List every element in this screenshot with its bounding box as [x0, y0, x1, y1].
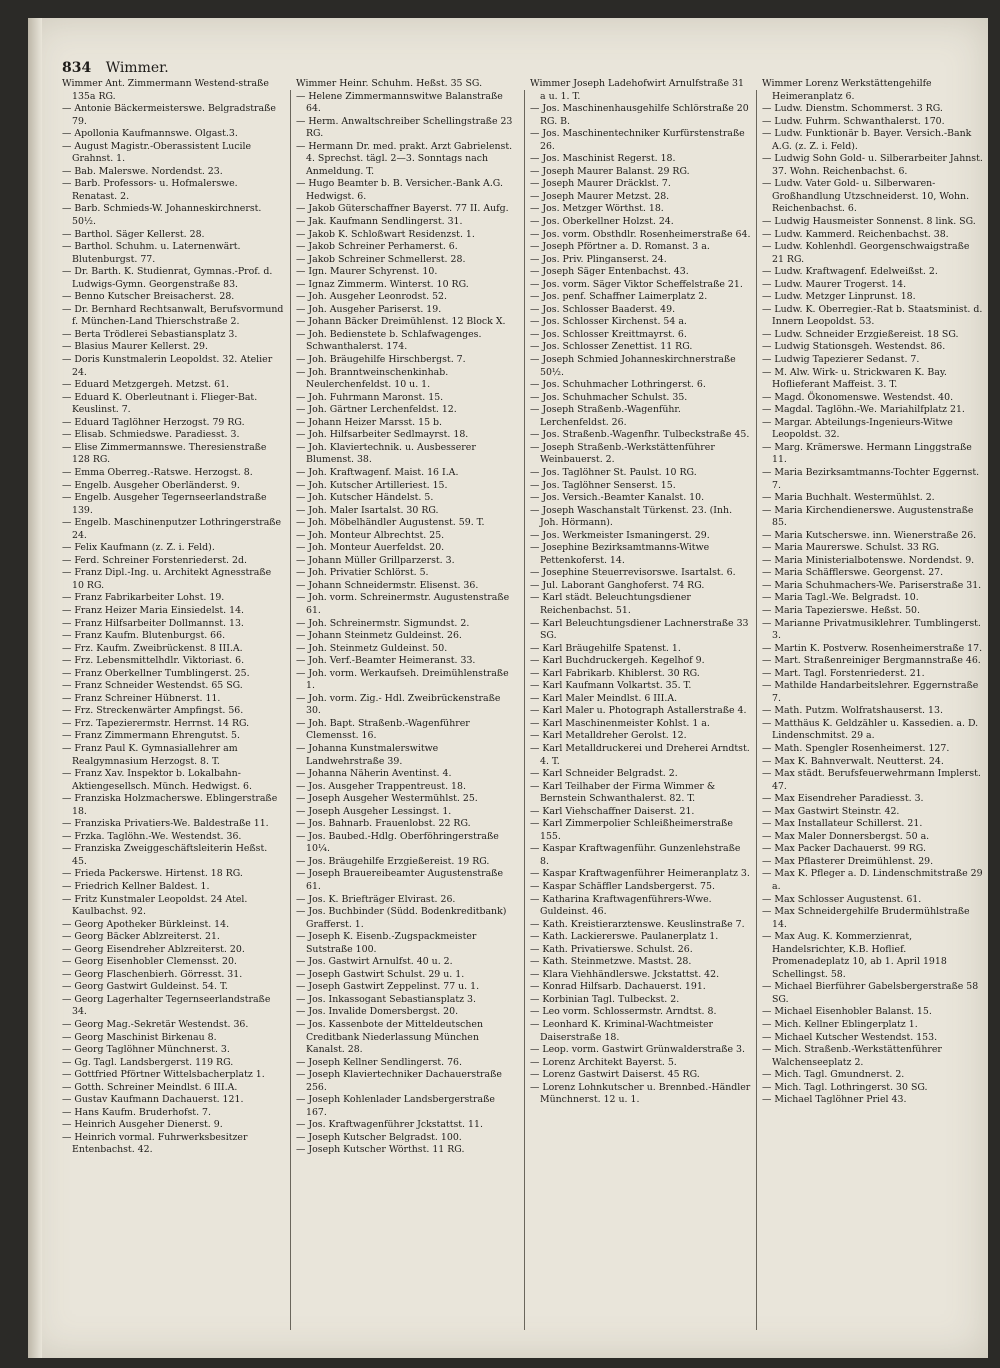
directory-entry: — Max städt. Berufsfeuerwehrmann Implerst. 47.	[762, 768, 981, 792]
directory-entry: — Ludw. Dienstm. Schommerst. 3 RG.	[762, 103, 943, 115]
directory-entry: — August Magistr.-Oberassistent Lucile Grahnst. 1.	[62, 140, 252, 165]
directory-entry: — Franziska Holzmacherswe. Eblingerstraße 18.	[62, 793, 278, 817]
directory-entry: — Kath. Lackiererswe. Paulanerplatz 1.	[530, 931, 719, 943]
directory-entry: — Eduard Taglöhner Herzogst. 79 RG.	[62, 416, 245, 428]
directory-entry: — Engelb. Maschinenputzer Lothringerstraße 24.	[62, 517, 282, 541]
directory-entry: — Ludw. Funktionär b. Bayer. Versich.-Bank A.G. (z. Z. i. Feld).	[762, 128, 972, 152]
directory-entry: — Kath. Steinmetzwe. Mastst. 28.	[530, 956, 692, 968]
directory-entry: — Karl städt. Beleuchtungsdiener Reichenbachst. 51.	[530, 592, 691, 616]
directory-entry: — Kath. Privatierswe. Schulst. 26.	[530, 943, 693, 955]
directory-entry: — Marg. Krämerswe. Hermann Linggstraße 11.	[762, 441, 972, 466]
directory-entry: — Mathilde Handarbeitslehrer. Eggernstraße 7.	[762, 680, 979, 704]
directory-entry: — Barthol. Säger Kellerst. 28.	[62, 228, 205, 240]
directory-entry: — Georg Taglöhner Münchnerst. 3.	[62, 1044, 230, 1056]
directory-entry: — Max Schlosser Augustenst. 61.	[762, 893, 922, 905]
directory-entry: — Karl Viehschaffner Daiserst. 21.	[530, 805, 695, 817]
directory-entry: — Karl Schneider Belgradst. 2.	[530, 768, 678, 780]
directory-entry: — Joseph Ausgeher Lessingst. 1.	[296, 805, 452, 817]
directory-entry: — Maria Buchhalt. Westermühlst. 2.	[762, 492, 935, 504]
directory-entry: — Joseph Brauereibeamter Augustenstraße 61.	[296, 868, 503, 892]
directory-entry: — Ludw. Metzger Linprunst. 18.	[762, 291, 916, 303]
directory-entry: — Leonhard K. Kriminal-Wachtmeister Daiserstraße 18.	[530, 1019, 714, 1043]
directory-entry: — Johann Müller Grillparzerst. 3.	[296, 554, 455, 566]
directory-entry: — Max Installateur Schillerst. 21.	[762, 818, 923, 830]
directory-entry: — Joh. Monteur Albrechtst. 25.	[296, 529, 445, 541]
page-header	[62, 60, 169, 76]
directory-entry: — Franz Schreiner Hübnerst. 11.	[62, 692, 221, 704]
directory-entry: — Maria Kirchendienerswe. Augustenstraße 85.	[762, 504, 974, 529]
directory-entry: — Mich. Kellner Eblingerplatz 1.	[762, 1019, 918, 1031]
directory-entry: — Karl Buchdruckergeh. Kegelhof 9.	[530, 655, 705, 667]
directory-entry: — Franz Schneider Westendst. 65 SG.	[62, 680, 243, 692]
directory-entry: — Ludw. Schneider Erzgießereist. 18 SG.	[762, 328, 959, 340]
directory-entry: — Ludwig Sohn Gold- u. Silberarbeiter Jahnst. 37. Wohn. Reichenbachst. 6.	[762, 153, 983, 177]
directory-entry: — Ludw. K. Oberregier.-Rat b. Staatsminist. d. Innern Leopoldst. 53.	[762, 303, 983, 328]
directory-entry: — Lorenz Gastwirt Daiserst. 45 RG.	[530, 1069, 700, 1081]
directory-entry: — Magd. Ökonomenswe. Westendst. 40.	[762, 391, 954, 403]
directory-entry: — Lorenz Architekt Bayerst. 5.	[530, 1056, 677, 1068]
directory-entry: — Matthäus K. Geldzähler u. Kassedien. a. D. Lindenschmitst. 29 a.	[762, 717, 979, 742]
directory-entry: — Joseph Gastwirt Zeppelinst. 77 u. 1.	[296, 981, 480, 993]
directory-entry: — Ludwig Hausmeister Sonnenst. 8 link. SG.	[762, 216, 976, 228]
directory-entry: — Joseph Kutscher Wörthst. 11 RG.	[296, 1144, 465, 1156]
directory-entry: — Eduard K. Oberleutnant i. Flieger-Bat. Keuslinst. 7.	[62, 391, 258, 416]
column-divider	[756, 90, 757, 1330]
directory-entry: — Joseph Säger Entenbachst. 43.	[530, 266, 689, 278]
directory-entry: — Joh. Steinmetz Guldeinst. 50.	[296, 642, 448, 654]
directory-entry: — Joh. Privatier Schlörst. 5.	[296, 567, 429, 579]
directory-entry: — Max K. Bahnverwalt. Neutterst. 24.	[762, 755, 944, 767]
directory-entry: — Gottfried Pförtner Wittelsbacherplatz 1.	[62, 1069, 265, 1081]
directory-entry: — Joh. Ausgeher Pariserst. 19.	[296, 303, 442, 315]
directory-entry: — Jos. Metzger Wörthst. 18.	[530, 203, 664, 215]
directory-entry: — Max Gastwirt Steinstr. 42.	[762, 805, 900, 817]
directory-entry: — Jos. Schlosser Baaderst. 49.	[530, 303, 676, 315]
directory-entry: — Georg Lagerhalter Tegernseerlandstraße 34.	[62, 993, 271, 1018]
directory-entry: — Karl Maschinenmeister Kohlst. 1 a.	[530, 717, 710, 729]
directory-entry: — Karl Fabrikarb. Khiblerst. 30 RG.	[530, 667, 700, 679]
directory-entry: — Josephine Steuerrevisorswe. Isartalst. 6.	[530, 567, 736, 579]
directory-entry: — Jos. Maschinentechniker Kurfürstenstraße 26.	[530, 128, 745, 152]
directory-entry: — Dr. Bernhard Rechtsanwalt, Berufsvormund f. München-Land Thierschstraße 2.	[62, 303, 284, 328]
directory-entry: — Ludw. Vater Gold- u. Silberwaren-Großhandlung Utzschneiderst. 10, Wohn. Reichenbachst. 6.	[762, 178, 970, 215]
directory-entry: — Joh. Branntweinschenkinhab. Neulerchenfeldst. 10 u. 1.	[296, 366, 449, 391]
directory-entry: — Joseph Maurer Dräcklst. 7.	[530, 178, 671, 190]
directory-entry: — Jos. Schlosser Zenettist. 11 RG.	[530, 341, 693, 353]
directory-entry: — Ludwig Stationsgeh. Westendst. 86.	[762, 341, 946, 353]
directory-entry: — Georg Gastwirt Guldeinst. 54. T.	[62, 981, 228, 993]
directory-entry: — Benno Kutscher Breisacherst. 28.	[62, 291, 235, 303]
directory-entry: — Joh. vorm. Zig.- Hdl. Zweibrückenstraße 30.	[296, 692, 501, 717]
directory-entry: — Ferd. Schreiner Forstenriederst. 2d.	[62, 554, 247, 566]
directory-entry: — Georg Eisenhobler Clemensst. 20.	[62, 956, 237, 968]
directory-entry: — Korbinian Tagl. Tulbeckst. 2.	[530, 993, 680, 1005]
directory-entry: — Karl Metalldruckerei und Dreherei Arndtst. 4. T.	[530, 742, 750, 767]
directory-entry: — Joseph Kohlenlader Landsbergerstraße 167.	[296, 1094, 495, 1118]
directory-entry: — Josephine Bezirksamtmanns-Witwe Pettenkoferst. 14.	[530, 542, 710, 566]
directory-entry: — Franziska Privatiers-We. Baldestraße 11.	[62, 818, 269, 830]
directory-entry: — Max K. Pfleger a. D. Lindenschmitstraße 29 a.	[762, 868, 983, 892]
directory-entry: — Joh. Schreinermstr. Sigmundst. 2.	[296, 617, 470, 629]
directory-entry: — Franz Heizer Maria Einsiedelst. 14.	[62, 604, 245, 616]
directory-entry: — Georg Bäcker Ablzreiterst. 21.	[62, 931, 220, 943]
directory-entry: — Mich. Tagl. Lothringerst. 30 SG.	[762, 1081, 928, 1093]
directory-entry: — Joh. Verf.-Beamter Heimeranst. 33.	[296, 655, 476, 667]
directory-entry: — Joh. Bedienstete b. Schlafwagenges. Schwanthalerst. 174.	[296, 328, 482, 353]
page-edge	[28, 18, 42, 1358]
directory-entry: Wimmer Lorenz Werkstättengehilfe Heimeranplatz 6.	[762, 78, 932, 102]
directory-entry: — Joh. Bräugehilfe Hirschbergst. 7.	[296, 354, 466, 366]
directory-entry: — Georg Maschinist Birkenau 8.	[62, 1031, 217, 1043]
directory-entry: — Maria Tagl.-We. Belgradst. 10.	[762, 592, 919, 604]
directory-entry: — Jos. Werkmeister Ismaningerst. 29.	[530, 529, 710, 541]
directory-entry: — Johann Schneidermstr. Elisenst. 36.	[296, 579, 479, 591]
directory-entry: — Antonie Bäckermeisterswe. Belgradstraße 79.	[62, 103, 276, 127]
directory-entry: — Georg Mag.-Sekretär Westendst. 36.	[62, 1019, 249, 1031]
directory-entry: — Gustav Kaufmann Dachauerst. 121.	[62, 1094, 244, 1106]
directory-entry: — Joseph Kellner Sendlingerst. 76.	[296, 1056, 463, 1068]
directory-entry: — Michael Eisenhobler Balanst. 15.	[762, 1006, 932, 1018]
directory-entry: — Mich. Tagl. Gmundnerst. 2.	[762, 1069, 905, 1081]
directory-entry: — Jos. Kraftwagenführer Jckstattst. 11.	[296, 1119, 483, 1131]
directory-entry: — Max Pflasterer Dreimühlenst. 29.	[762, 855, 934, 867]
directory-entry: — Jos. Maschinenhausgehilfe Schlörstraße 20 RG. B.	[530, 103, 749, 127]
directory-entry: — Ignaz Zimmerm. Winterst. 10 RG.	[296, 278, 469, 290]
directory-entry: — Jos. Taglöhner St. Paulst. 10 RG.	[530, 466, 697, 478]
directory-entry: — Kaspar Kraftwagenführer Heimeranplatz 3.	[530, 868, 750, 880]
directory-entry: — Joseph Maurer Metzst. 28.	[530, 190, 670, 202]
directory-entry: — Franziska Zweiggeschäftsleiterin Heßst. 45.	[62, 843, 268, 867]
directory-entry: — Joh. Maler Isartalst. 30 RG.	[296, 504, 439, 516]
directory-entry: — Karl Kaufmann Volkartst. 35. T.	[530, 680, 692, 692]
directory-entry: — Michael Taglöhner Priel 43.	[762, 1094, 907, 1106]
directory-entry: — Joseph Straßenb.-Wagenführ. Lerchenfeldst. 26.	[530, 404, 681, 428]
page-number: 834	[62, 60, 92, 76]
directory-entry: — Emma Oberreg.-Ratswe. Herzogst. 8.	[62, 466, 253, 478]
directory-entry: — Max Schneidergehilfe Brudermühlstraße 14.	[762, 906, 970, 930]
directory-entry: — Franz Hilfsarbeiter Dollmannst. 13.	[62, 617, 244, 629]
directory-entry: — Jos. Inkassogant Sebastiansplatz 3.	[296, 993, 476, 1005]
directory-column-1	[62, 78, 284, 1157]
directory-entry: — Herm. Anwaltschreiber Schellingstraße 23 RG.	[296, 115, 513, 140]
directory-entry: — Jakob Schreiner Perhamerst. 6.	[296, 241, 458, 253]
directory-entry: — Johann Bäcker Dreimühlenst. 12 Block X.	[296, 316, 506, 328]
directory-entry: — Max Aug. K. Kommerzienrat, Handelsrichter, K.B. Hoflief. Promenadeplatz 10, ab 1. April 1918 Schellingst. 58.	[762, 931, 947, 980]
directory-entry: — Eduard Metzgergeh. Metzst. 61.	[62, 379, 230, 391]
directory-entry: — Bab. Malerswe. Nordendst. 23.	[62, 165, 223, 177]
directory-entry: — Math. Putzm. Wolfratshauserst. 13.	[762, 705, 943, 717]
directory-entry: — Jos. Versich.-Beamter Kanalst. 10.	[530, 492, 705, 504]
directory-page	[28, 18, 988, 1358]
directory-entry: — Joh. Monteur Auerfeldst. 20.	[296, 542, 445, 554]
directory-entry: — Jakob Güterschaffner Bayerst. 77 II. Aufg.	[296, 203, 509, 215]
directory-entry: — Joh. vorm. Werkaufseh. Dreimühlenstraße 1.	[296, 667, 509, 692]
directory-entry: — Heinrich vormal. Fuhrwerksbesitzer Entenbachst. 42.	[62, 1131, 248, 1156]
directory-entry: — Jos. Gastwirt Arnulfst. 40 u. 2.	[296, 956, 453, 968]
directory-entry: — Jul. Laborant Ganghoferst. 74 RG.	[530, 579, 705, 591]
directory-entry: — Joh. Bapt. Straßenb.-Wagenführer Clemensst. 16.	[296, 717, 470, 742]
directory-entry: — Ign. Maurer Schyrenst. 10.	[296, 266, 438, 278]
directory-entry: — Karl Bräugehilfe Spatenst. 1.	[530, 642, 681, 654]
directory-entry: — Joseph Kutscher Belgradst. 100.	[296, 1131, 462, 1143]
directory-entry: — Jos. Schlosser Kreittmayrst. 6.	[530, 328, 687, 340]
directory-entry: Wimmer Heinr. Schuhm. Heßst. 35 SG.	[296, 78, 483, 89]
directory-entry: — Franz Xav. Inspektor b. Lokalbahn-Aktiengesellsch. Münch. Hedwigst. 6.	[62, 768, 252, 792]
directory-entry: — Engelb. Ausgeher Tegernseerlandstraße 139.	[62, 492, 267, 516]
directory-entry: — Johanna Näherin Aventinst. 4.	[296, 768, 452, 780]
directory-entry: — Franz Oberkellner Tumblingerst. 25.	[62, 667, 250, 679]
directory-entry: — Max Eisendreher Paradiesst. 3.	[762, 793, 924, 805]
directory-entry: — Michael Bierführer Gabelsbergerstraße 58 SG.	[762, 981, 979, 1005]
directory-entry: — Joh. Kraftwagenf. Maist. 16 I.A.	[296, 466, 459, 478]
directory-entry: — Franz Fabrikarbeiter Lohst. 19.	[62, 592, 225, 604]
directory-entry: — Ludw. Maurer Trogerst. 14.	[762, 278, 907, 290]
column-divider	[290, 90, 291, 1330]
directory-entry: — Joh. Kutscher Händelst. 5.	[296, 492, 434, 504]
directory-entry: — Joh. Hilfsarbeiter Sedlmayrst. 18.	[296, 429, 469, 441]
directory-entry: — Joh. Möbelhändler Augustenst. 59. T.	[296, 517, 485, 529]
directory-entry: — Maria Schäfflerswe. Georgenst. 27.	[762, 567, 944, 579]
directory-column-3	[530, 78, 752, 1107]
directory-entry: — Joseph Klaviertechniker Dachauerstraße 256.	[296, 1069, 502, 1093]
directory-entry: — Jak. Kaufmann Sendlingerst. 31.	[296, 216, 463, 228]
directory-entry: — Barb. Professors- u. Hofmalerswe. Renatast. 2.	[62, 178, 238, 202]
directory-entry: — Jos. Schuhmacher Lothringerst. 6.	[530, 379, 706, 391]
directory-entry: — Frz. Tapezierermstr. Herrnst. 14 RG.	[62, 717, 250, 729]
directory-entry: — Maria Schuhmachers-We. Pariserstraße 31.	[762, 579, 982, 591]
directory-entry: — Maria Bezirksamtmanns-Tochter Eggernst. 7.	[762, 466, 980, 491]
directory-entry: — Jakob K. Schloßwart Residenzst. 1.	[296, 228, 475, 240]
directory-entry: — Johann Heizer Marsst. 15 b.	[296, 416, 443, 428]
directory-entry: — Elisab. Schmiedswe. Paradiesst. 3.	[62, 429, 240, 441]
directory-entry: — Gotth. Schreiner Meindlst. 6 III.A.	[62, 1081, 238, 1093]
directory-entry: — Konrad Hilfsarb. Dachauerst. 191.	[530, 981, 706, 993]
directory-entry: — Mart. Straßenreiniger Bergmannstraße 46.	[762, 655, 981, 667]
directory-entry: — Max Maler Donnersbergst. 50 a.	[762, 830, 930, 842]
directory-entry: Wimmer Joseph Ladehofwirt Arnulfstraße 31 a u. 1. T.	[530, 78, 744, 102]
directory-entry: — Math. Spengler Rosenheimerst. 127.	[762, 742, 950, 754]
directory-entry: — Berta Trödlerei Sebastiansplatz 3.	[62, 328, 238, 340]
directory-entry: — Kaspar Schäffler Landsbergerst. 75.	[530, 881, 715, 892]
directory-entry: — Jakob Schreiner Schmellerst. 28.	[296, 253, 466, 265]
directory-entry: — Karl Metalldreher Gerolst. 12.	[530, 730, 687, 742]
directory-entry: — Georg Flaschenbierh. Görresst. 31.	[62, 968, 243, 980]
directory-entry: — Jos. Schuhmacher Schulst. 35.	[530, 391, 688, 403]
directory-entry: — Joh. Kutscher Artilleriest. 15.	[296, 479, 448, 491]
directory-entry: — Jos. Buchbinder (Südd. Bodenkreditbank) Grafferst. 1.	[296, 906, 507, 930]
directory-entry: — Jos. Straßenb.-Wagenfhr. Tulbeckstraße 45.	[530, 429, 750, 441]
directory-entry: — Joh. Ausgeher Leonrodst. 52.	[296, 291, 448, 303]
directory-entry: — Joseph Gastwirt Schulst. 29 u. 1.	[296, 968, 465, 980]
directory-entry: — Klara Viehhändlerswe. Jckstattst. 42.	[530, 968, 720, 980]
directory-entry: — Karl Maler u. Photograph Astallerstraße 4.	[530, 705, 747, 717]
directory-entry: — Frz. Lebensmittelhdlr. Viktoriast. 6.	[62, 655, 245, 667]
directory-entry: — Joseph Ausgeher Westermühlst. 25.	[296, 793, 478, 805]
directory-entry: — Joseph Pförtner a. D. Romanst. 3 a.	[530, 241, 710, 253]
directory-entry: — Karl Zimmerpolier Schleißheimerstraße 155.	[530, 818, 733, 842]
directory-entry: — Joseph Maurer Balanst. 29 RG.	[530, 165, 690, 177]
column-divider	[524, 90, 525, 1330]
directory-entry: — Lorenz Lohnkutscher u. Brennbed.-Händler Münchnerst. 12 u. 1.	[530, 1081, 751, 1106]
directory-entry: — Joh. Fuhrmann Maronst. 15.	[296, 391, 444, 403]
directory-entry: — Joseph Schmied Johanneskirchnerstraße 50½.	[530, 354, 736, 378]
directory-entry: — Doris Kunstmalerin Leopoldst. 32. Atelier 24.	[62, 354, 273, 378]
directory-entry: — Martin K. Postverw. Rosenheimerstraße 17.	[762, 642, 983, 654]
directory-entry: — Franz Paul K. Gymnasiallehrer am Realgymnasium Herzogst. 8. T.	[62, 742, 238, 767]
directory-entry: — Karl Teilhaber der Firma Wimmer & Bernstein Schwanthalerst. 82. T.	[530, 780, 716, 805]
directory-entry: — Maria Ministerialbotenswe. Nordendst. 9.	[762, 554, 975, 566]
directory-entry: — Jos. Baubed.-Hdlg. Oberföhringerstraße 10¼.	[296, 830, 499, 855]
directory-entry: — Johanna Kunstmalerswitwe Landwehrstraße 39.	[296, 742, 439, 767]
directory-entry: — Hermann Dr. med. prakt. Arzt Gabrielenst. 4. Sprechst. tägl. 2—3. Sonntags nach Anmeldung. T.	[296, 140, 513, 177]
directory-entry: — Friedrich Kellner Baldest. 1.	[62, 881, 210, 892]
directory-entry: — Ludwig Tapezierer Sedanst. 7.	[762, 354, 920, 366]
directory-entry: — Jos. Ausgeher Trappentreust. 18.	[296, 780, 466, 792]
directory-entry: — Jos. Bahnarb. Frauenlobst. 22 RG.	[296, 818, 471, 830]
directory-entry: — Karl Beleuchtungsdiener Lachnerstraße 33 SG.	[530, 617, 749, 642]
directory-entry: — Dr. Barth. K. Studienrat, Gymnas.-Prof. d. Ludwigs-Gymn. Georgenstraße 83.	[62, 266, 273, 290]
directory-entry: — Jos. Taglöhner Senserst. 15.	[530, 479, 676, 491]
directory-entry: — Jos. Oberkellner Holzst. 24.	[530, 216, 674, 228]
directory-entry: — Hugo Beamter b. B. Versicher.-Bank A.G. Hedwigst. 6.	[296, 178, 503, 202]
directory-entry: — Johann Steinmetz Guldeinst. 26.	[296, 630, 462, 642]
directory-entry: — Marianne Privatmusiklehrer. Tumblingerst. 3.	[762, 617, 981, 642]
directory-entry: — Ludw. Kraftwagenf. Edelweißst. 2.	[762, 266, 938, 278]
directory-entry: — Joh. Klaviertechnik. u. Ausbesserer Blumenst. 38.	[296, 441, 476, 466]
directory-entry: — Jos. Maschinist Regerst. 18.	[530, 153, 676, 165]
running-head: Wimmer.	[105, 60, 169, 76]
directory-entry: — Jos. Bräugehilfe Erzgießereist. 19 RG.	[296, 855, 490, 867]
directory-entry: — Engelb. Ausgeher Oberländerst. 9.	[62, 479, 240, 491]
directory-entry: — Jos. penf. Schaffner Laimerplatz 2.	[530, 291, 708, 303]
directory-entry: — Frieda Packerswe. Hirtenst. 18 RG.	[62, 868, 243, 880]
directory-entry: — Fritz Kunstmaler Leopoldst. 24 Atel. Kaulbachst. 92.	[62, 893, 248, 918]
directory-entry: — Frzka. Taglöhn.-We. Westendst. 36.	[62, 830, 242, 842]
directory-entry: — Barthol. Schuhm. u. Laternenwärt. Blutenburgst. 77.	[62, 241, 241, 265]
directory-entry: — Ludw. Fuhrm. Schwanthalerst. 170.	[762, 115, 945, 127]
directory-entry: — Joh. Gärtner Lerchenfeldst. 12.	[296, 404, 457, 416]
directory-entry: Wimmer Ant. Zimmermann Westend-straße 135a RG.	[62, 78, 269, 102]
directory-entry: — Georg Eisendreher Ablzreiterst. 20.	[62, 943, 245, 955]
directory-entry: — M. Alw. Wirk- u. Strickwaren K. Bay. Hoflieferant Maffeist. 3. T.	[762, 366, 947, 391]
directory-entry: — Heinrich Ausgeher Dienerst. 9.	[62, 1119, 223, 1131]
directory-entry: — Joseph Waschanstalt Türkenst. 23. (Inh. Joh. Hörmann).	[530, 504, 733, 529]
directory-entry: — Ludw. Kohlenhdl. Georgenschwaigstraße 21 RG.	[762, 241, 970, 265]
directory-entry: — Felix Kaufmann (z. Z. i. Feld).	[62, 542, 215, 554]
directory-entry: — Jos. K. Briefträger Elvirast. 26.	[296, 893, 456, 905]
directory-entry: — Maria Kutscherswe. inn. Wienerstraße 26.	[762, 529, 977, 541]
directory-entry: — Joh. vorm. Schreinermstr. Augustenstraße 61.	[296, 592, 510, 616]
directory-entry: — Frz. Streckenwärter Ampfingst. 56.	[62, 705, 244, 717]
directory-column-2	[296, 78, 518, 1157]
directory-entry: — Franz Zimmermann Ehrengutst. 5.	[62, 730, 240, 742]
directory-entry: — Barb. Schmieds-W. Johanneskirchnerst. 50½.	[62, 203, 262, 228]
directory-entry: — Ludw. Kammerd. Reichenbachst. 38.	[762, 228, 949, 240]
directory-entry: — Katharina Kraftwagenführers-Wwe. Guldeinst. 46.	[530, 893, 712, 918]
directory-entry: — Leo vorm. Schlossermstr. Arndtst. 8.	[530, 1006, 717, 1018]
directory-entry: — Mart. Tagl. Forstenriederst. 21.	[762, 667, 925, 679]
directory-entry: — Margar. Abteilungs-Ingenieurs-Witwe Leopoldst. 32.	[762, 416, 953, 441]
directory-entry: — Magdal. Taglöhn.-We. Mariahilfplatz 21.	[762, 404, 965, 416]
directory-entry: — Karl Maler Meindlst. 6 III.A.	[530, 692, 678, 704]
directory-column-4	[762, 78, 984, 1107]
directory-entry: — Jos. Schlosser Kirchenst. 54 a.	[530, 316, 687, 328]
directory-entry: — Maria Tapezierswe. Heßst. 50.	[762, 604, 921, 616]
directory-entry: — Jos. vorm. Obsthdlr. Rosenheimerstraße 64.	[530, 228, 751, 240]
directory-entry: — Jos. Priv. Plinganserst. 24.	[530, 253, 667, 265]
directory-entry: — Michael Kutscher Westendst. 153.	[762, 1031, 938, 1043]
directory-entry: — Apollonia Kaufmannswe. Olgast.3.	[62, 128, 238, 140]
directory-entry: — Frz. Kaufm. Zweibrückenst. 8 III.A.	[62, 642, 243, 654]
directory-entry: — Max Packer Dachauerst. 99 RG.	[762, 843, 926, 855]
directory-entry: — Jos. Invalide Domersbergst. 20.	[296, 1006, 459, 1018]
directory-entry: — Leop. vorm. Gastwirt Grünwalderstraße 3.	[530, 1044, 745, 1056]
directory-entry: — Franz Dipl.-Ing. u. Architekt Agnesstraße 10 RG.	[62, 567, 272, 591]
directory-entry: — Elise Zimmermannswe. Theresienstraße 128 RG.	[62, 441, 267, 466]
directory-entry: — Franz Kaufm. Blutenburgst. 66.	[62, 630, 226, 642]
directory-entry: — Hans Kaufm. Bruderhofst. 7.	[62, 1106, 211, 1118]
directory-entry: — Mich. Straßenb.-Werkstättenführer Walchenseeplatz 2.	[762, 1044, 942, 1068]
directory-entry: — Maria Maurerswe. Schulst. 33 RG.	[762, 542, 940, 554]
directory-entry: — Jos. vorm. Säger Viktor Scheffelstraße 21.	[530, 278, 743, 290]
directory-entry: — Kath. Kreistierarztenswe. Keuslinstraße 7.	[530, 918, 745, 930]
directory-entry: — Jos. Kassenbote der Mitteldeutschen Creditbank Niederlassung München Kanalst. 28.	[296, 1019, 484, 1056]
directory-entry: — Georg Apotheker Bürkleinst. 14.	[62, 918, 230, 930]
directory-entry: — Gg. Tagl. Landsbergerst. 119 RG.	[62, 1056, 234, 1068]
directory-entry: — Kaspar Kraftwagenführ. Gunzenlehstraße 8.	[530, 843, 741, 867]
directory-entry: — Blasius Maurer Kellerst. 29.	[62, 341, 208, 353]
directory-entry: — Joseph Straßenb.-Werkstättenführer Weinbauerst. 2.	[530, 441, 715, 466]
directory-entry: — Helene Zimmermannswitwe Balanstraße 64.	[296, 90, 503, 115]
directory-entry: — Joseph K. Eisenb.-Zugspackmeister Sutstraße 100.	[296, 931, 477, 955]
